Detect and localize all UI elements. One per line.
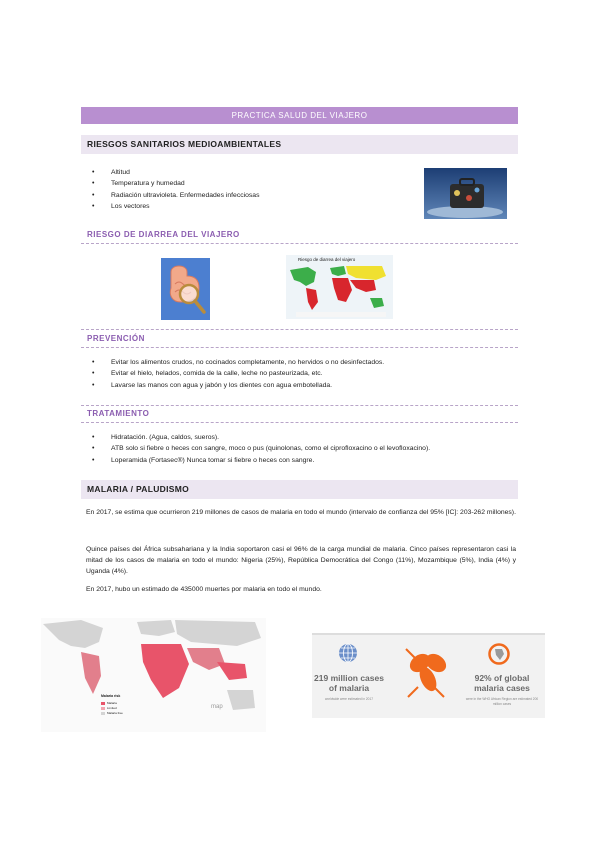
section-heading-riesgos: RIESGOS SANITARIOS MEDIOAMBIENTALES	[81, 135, 518, 154]
section-heading-diarrea: RIESGO DE DIARREA DEL VIAJERO	[87, 230, 240, 239]
list-item: • Evitar los alimentos crudos, no cocinados completamente, no hervidos o no desinfectados.	[81, 357, 518, 368]
malaria-paragraph-2: Quince países del África subsahariana y la India soportaron casi el 96% de la carga mundial de malaria. Cinco países representaron casi la mitad de los casos de malaria en todo el mundo: Nigeria (25%), República Democrática del Congo (11%), Mozambique (5%), India (4%) y Uganda (4%).	[86, 546, 516, 575]
stat-92-percent-line2: malaria cases	[474, 683, 530, 693]
mosquito-icon	[400, 641, 456, 701]
travel-suitcase-image	[424, 168, 507, 219]
riesgos-list	[81, 167, 401, 213]
list-item: • Hidratación. (Agua, caldos, sueros).	[81, 432, 518, 443]
globe-icon	[338, 643, 358, 663]
malaria-paragraph-1: En 2017, se estima que ocurrieron 219 millones de casos de malaria en todo el mundo (intervalo de confianza del 95% [IC]: 203-262 millones).	[86, 509, 516, 516]
divider	[81, 405, 518, 406]
stat-92-percent-caption: were in the WHO African Region are estimated 200 million cases	[465, 697, 539, 706]
map-legend-item: Malaria	[107, 701, 117, 705]
list-item: • Radiación ultravioleta. Enfermedades infecciosas	[81, 190, 401, 201]
stat-219-million: 219 million cases	[314, 673, 384, 683]
map-legend-item: Malaria free	[107, 711, 123, 715]
section-heading-prevencion: PREVENCIÓN	[87, 334, 145, 343]
africa-pie-icon	[488, 643, 510, 665]
prevencion-list	[81, 357, 518, 391]
list-item: • Evitar el hielo, helados, comida de la calle, leche no pasteurizada, etc.	[81, 368, 518, 379]
stat-92-percent: 92% of global	[474, 673, 530, 683]
diarrhea-risk-map	[286, 255, 393, 319]
malaria-stats-infographic	[312, 633, 545, 718]
tratamiento-list	[81, 432, 518, 466]
map-legend-title: Malaria risk	[101, 694, 121, 698]
divider	[81, 329, 518, 330]
list-item: • Altitud	[81, 167, 401, 178]
map-brand-logo: map	[211, 704, 223, 710]
list-item: • Loperamida (Fortasec®) Nunca tomar si fiebre o heces con sangre.	[81, 455, 518, 466]
divider	[81, 243, 518, 244]
divider	[81, 422, 518, 423]
intestine-magnifier-image	[161, 258, 210, 320]
section-heading-tratamiento: TRATAMIENTO	[87, 409, 150, 418]
list-item: • Los vectores	[81, 201, 401, 212]
section-heading-malaria: MALARIA / PALUDISMO	[81, 480, 518, 499]
stat-219-million-line2: of malaria	[328, 683, 370, 693]
malaria-paragraph-3: En 2017, hubo un estimado de 435000 muertes por malaria en todo el mundo.	[86, 586, 322, 593]
page-title: PRACTICA SALUD DEL VIAJERO	[81, 107, 518, 124]
malaria-risk-map	[41, 618, 266, 732]
map-legend-item: Limited	[107, 706, 117, 710]
divider	[81, 347, 518, 348]
list-item: • Temperatura y humedad	[81, 178, 401, 189]
list-item: • Lavarse las manos con agua y jabón y los dientes con agua embotellada.	[81, 380, 518, 391]
map-title: Riesgo de diarrea del viajero	[298, 257, 356, 262]
stat-219-million-caption: worldwide were estimated in 2017	[324, 697, 373, 701]
list-item: • ATB solo si fiebre o heces con sangre, moco o pus (quinolonas, como el ciprofloxacino o el levofloxacino).	[81, 443, 518, 454]
